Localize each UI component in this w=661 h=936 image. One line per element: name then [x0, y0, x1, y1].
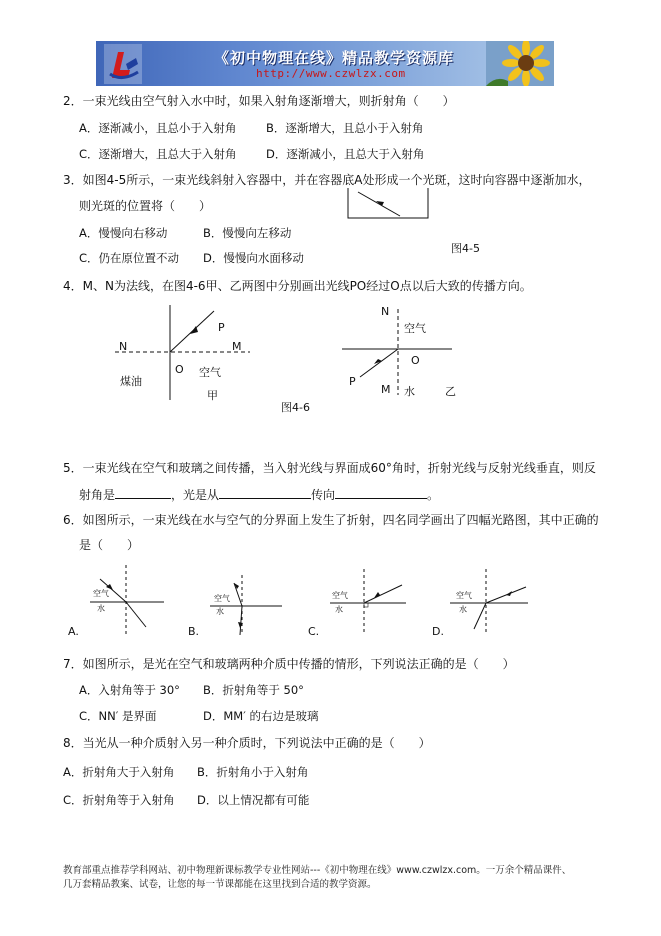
q6-a-air-label: 空气 [93, 589, 109, 598]
q6-c-air-label: 空气 [332, 591, 348, 600]
q5-line2 [79, 486, 439, 503]
q6-label-d: D. [432, 625, 444, 638]
q6-label-c: C. [308, 625, 320, 638]
q4-yi-name: 乙 [445, 385, 456, 398]
q5-blank-from-medium[interactable] [219, 486, 311, 499]
q4-yi-label-p: P [349, 375, 356, 388]
q8-option-a: A．折射角大于入射角 [63, 765, 175, 779]
q6-a-water-label: 水 [97, 604, 105, 613]
q7-option-a: A．入射角等于 30° [79, 683, 180, 697]
q8-option-c: C．折射角等于入射角 [63, 793, 175, 807]
q4-jia-label-n: N [119, 340, 128, 353]
q5-blank-reflection-angle[interactable] [115, 486, 171, 499]
q5-text-end: 。 [427, 488, 440, 502]
q4-jia-label-p: P [218, 321, 225, 334]
q4-jia-label-m: M [232, 340, 242, 353]
q6-b-air-label: 空气 [214, 594, 230, 603]
q2-option-c: C．逐渐增大，且总大于入射角 [79, 147, 237, 161]
q3-container-diagram [338, 188, 438, 222]
q2-option-d: D．逐渐减小，且总大于入射角 [266, 147, 425, 161]
q7-option-c: C．NN′ 是界面 [79, 709, 157, 723]
q6-c-water-label: 水 [335, 605, 343, 614]
q2-stem: 2．一束光线由空气射入水中时，如果入射角逐渐增大，则折射角（ ） [63, 94, 455, 108]
q5-text-from: ，光是从 [171, 488, 220, 502]
q2-option-a: A．逐渐减小，且总小于入射角 [79, 121, 237, 135]
q6-line2: 是（ ） [79, 538, 140, 552]
q4-yi-label-m: M [381, 383, 391, 396]
banner-url[interactable]: http://www.czwlzx.com [256, 67, 406, 80]
q7-stem: 7．如图所示，是光在空气和玻璃两种介质中传播的情形，下列说法正确的是（ ） [63, 657, 515, 671]
q6-diagram-a [86, 565, 166, 635]
q3-option-d: D．慢慢向水面移动 [203, 251, 304, 265]
q6-line1: 6．如图所示，一束光线在水与空气的分界面上发生了折射，四名同学画出了四幅光路图，其中正确的 [63, 513, 599, 527]
q4-jia-label-o: O [175, 363, 184, 376]
q7-option-d: D．MM′ 的右边是玻璃 [203, 709, 319, 723]
q4-jia-medium-oil: 煤油 [120, 375, 142, 388]
site-banner [96, 41, 554, 86]
q4-jia-medium-air: 空气 [199, 366, 221, 379]
q4-figure-caption: 图4-6 [281, 401, 310, 414]
q2-option-b: B．逐渐增大，且总小于入射角 [266, 121, 424, 135]
q4-stem: 4．M、N为法线，在图4-6甲、乙两图中分别画出光线PO经过O点以后大致的传播方向。 [63, 279, 532, 293]
footer-line2: 几万套精品教案、试卷，让您的每一节课都能在这里找到合适的教学资源。 [63, 879, 377, 890]
q3-stem-line2: 则光斑的位置将（ ） [79, 199, 212, 213]
sunflower-icon [486, 41, 554, 86]
q6-diagrams [66, 565, 646, 640]
q4-yi-medium-air: 空气 [404, 322, 426, 335]
footer-line1: 教育部重点推荐学科网站、初中物理新课标教学专业性网站---《初中物理在线》www.czwlzx.com。一万余个精品课件、 [63, 865, 572, 876]
q5-blank-to-medium[interactable] [335, 486, 427, 499]
q4-figure-yi [340, 305, 460, 395]
q3-option-a: A．慢慢向右移动 [79, 226, 168, 240]
q6-b-water-label: 水 [216, 607, 224, 616]
q4-yi-label-n: N [381, 305, 390, 318]
q8-option-d: D．以上情况都有可能 [197, 793, 310, 807]
q6-label-a: A. [68, 625, 79, 638]
q3-figure-caption: 图4-5 [451, 242, 480, 255]
q4-jia-name: 甲 [207, 389, 218, 402]
q5-line1: 5．一束光线在空气和玻璃之间传播，当入射光线与界面成60°角时，折射光线与反射光线垂直，则反 [63, 461, 596, 475]
q8-option-b: B．折射角小于入射角 [197, 765, 309, 779]
q7-option-b: B．折射角等于 50° [203, 683, 304, 697]
q6-d-water-label: 水 [459, 605, 467, 614]
q3-option-c: C．仍在原位置不动 [79, 251, 180, 265]
q8-stem: 8．当光从一种介质射入另一种介质时，下列说法中正确的是（ ） [63, 736, 431, 750]
site-logo-icon [104, 44, 142, 84]
q4-yi-label-o: O [411, 354, 420, 367]
q5-text-to: 传向 [311, 488, 336, 502]
q3-option-b: B．慢慢向左移动 [203, 226, 292, 240]
q6-label-b: B. [188, 625, 200, 638]
banner-title: 《初中物理在线》精品教学资源库 [214, 49, 455, 67]
q3-stem-line1: 3．如图4-5所示，一束光线斜射入容器中，并在容器底A处形成一个光斑，这时向容器中逐渐加水， [63, 173, 591, 187]
q4-yi-medium-water: 水 [404, 385, 415, 398]
q5-text-reflection-angle: 射角是 [79, 488, 116, 502]
q6-d-air-label: 空气 [456, 591, 472, 600]
